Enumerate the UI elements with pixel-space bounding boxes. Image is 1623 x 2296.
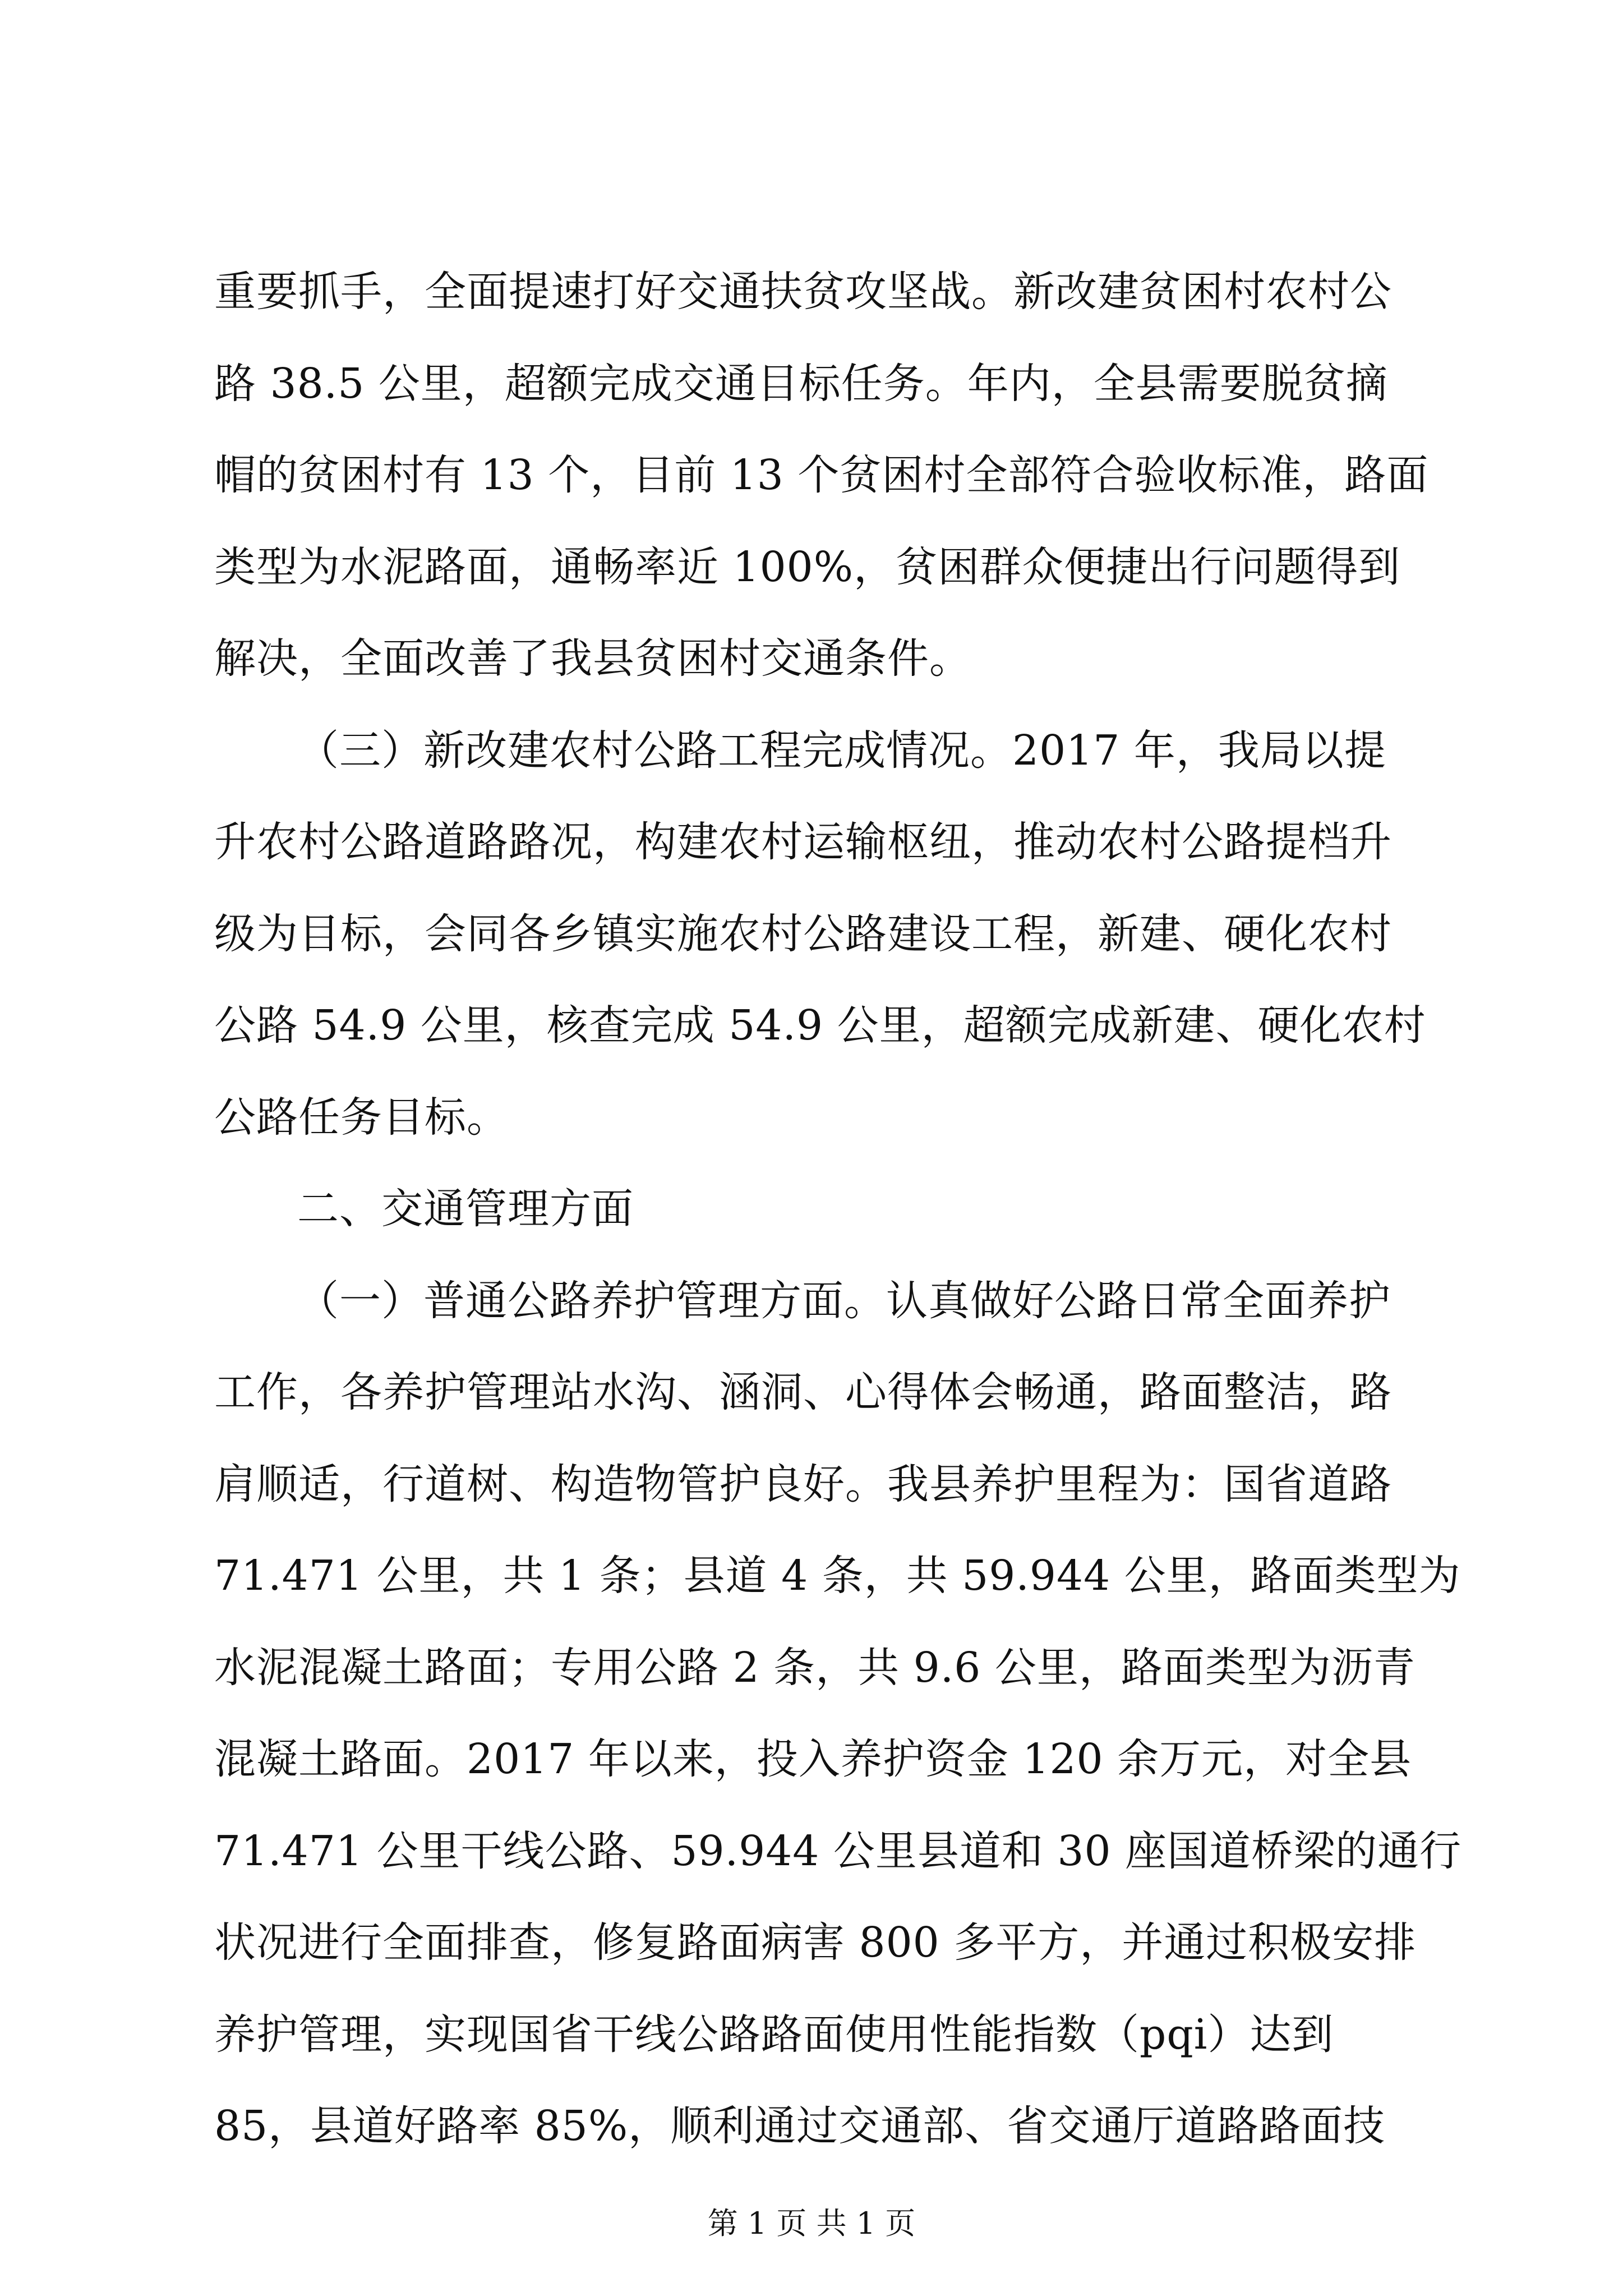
- paragraph-line: 重要抓手，全面提速打好交通扶贫攻坚战。新改建贫困村农村公: [214, 268, 1392, 316]
- paragraph-line: 帽的贫困村有 13 个，目前 13 个贫困村全部符合验收标准，路面: [214, 451, 1429, 499]
- paragraph-line: 71.471 公里干线公路、59.944 公里县道和 30 座国道桥梁的通行: [214, 1827, 1462, 1875]
- paragraph-line: 混凝土路面。2017 年以来，投入养护资金 120 余万元，对全县: [214, 1735, 1412, 1783]
- paragraph-line: 级为目标，会同各乡镇实施农村公路建设工程，新建、硬化农村: [214, 910, 1392, 958]
- paragraph-line: 85，县道好路率 85%，顺利通过交通部、省交通厅道路路面技: [214, 2102, 1386, 2150]
- paragraph-line: 肩顺适，行道树、构造物管护良好。我县养护里程为：国省道路: [214, 1460, 1392, 1508]
- page-footer: 第 1 页 共 1 页: [707, 2206, 916, 2241]
- paragraph-line: 升农村公路道路路况，构建农村运输枢纽，推动农村公路提档升: [214, 818, 1392, 866]
- paragraph-line: 类型为水泥路面，通畅率近 100%，贫困群众便捷出行问题得到: [214, 543, 1401, 591]
- paragraph-line: 状况进行全面排查，修复路面病害 800 多平方，并通过积极安排: [214, 1918, 1417, 1967]
- paragraph-line: 工作，各养护管理站水沟、涵洞、心得体会畅通，路面整洁，路: [214, 1368, 1392, 1416]
- paragraph-line: （一）普通公路养护管理方面。认真做好公路日常全面养护: [297, 1277, 1391, 1325]
- paragraph-line: 公路 54.9 公里，核查完成 54.9 公里，超额完成新建、硬化农村: [214, 1001, 1426, 1050]
- paragraph-line: 公路任务目标。: [214, 1093, 509, 1142]
- section-heading: 二、交通管理方面: [297, 1185, 634, 1233]
- paragraph-line: 71.471 公里，共 1 条；县道 4 条，共 59.944 公里，路面类型为: [214, 1552, 1461, 1600]
- paragraph-line: 水泥混凝土路面；专用公路 2 条，共 9.6 公里，路面类型为沥青: [214, 1644, 1415, 1692]
- paragraph-line: 解决，全面改善了我县贫困村交通条件。: [214, 634, 971, 683]
- paragraph-line: 养护管理，实现国省干线公路路面使用性能指数（pqi）达到: [214, 2010, 1334, 2059]
- paragraph-line: （三）新改建农村公路工程完成情况。2017 年，我局以提: [297, 726, 1386, 775]
- paragraph-line: 路 38.5 公里，超额完成交通目标任务。年内，全县需要脱贫摘: [214, 360, 1388, 408]
